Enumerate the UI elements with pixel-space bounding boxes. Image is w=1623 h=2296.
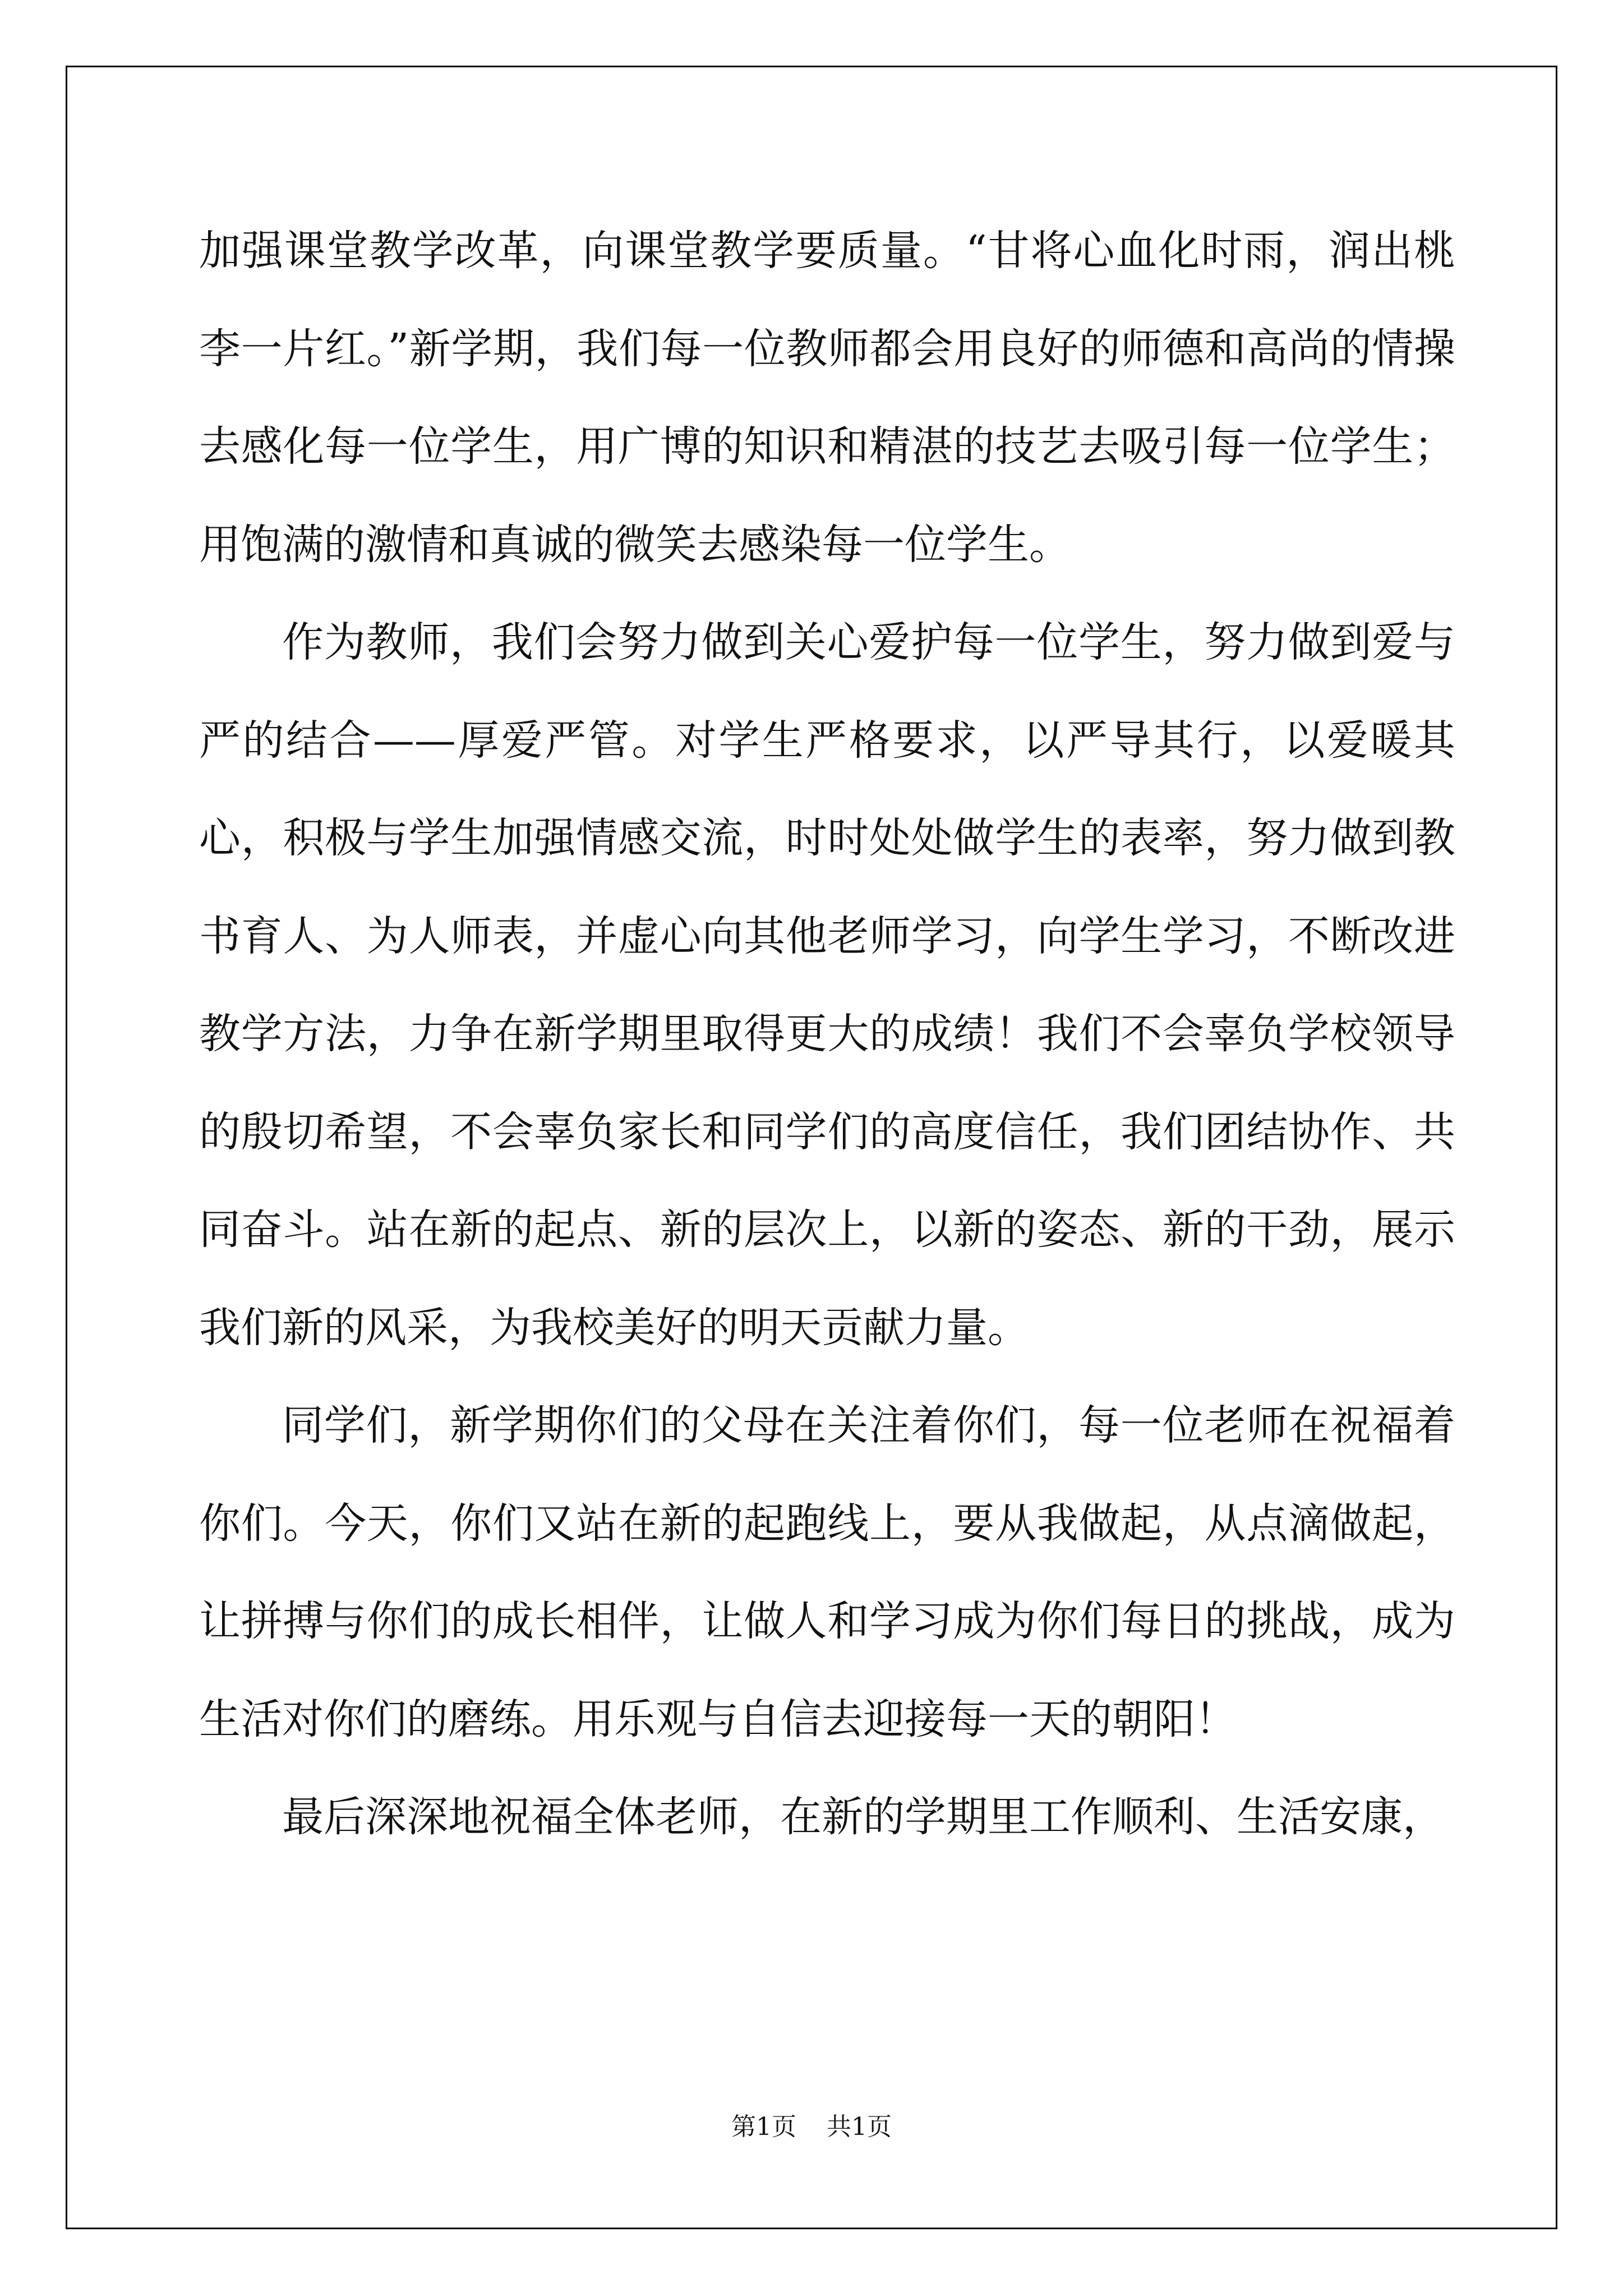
page-number-total: 共1页 — [827, 2113, 892, 2141]
page-number-current: 第1页 — [731, 2113, 796, 2141]
page-footer — [0, 2106, 1623, 2142]
paragraph-2: 作为教师，我们会努力做到关心爱护每一位学生，努力做到爱与严的结合——厚爱严管。对学生严格要求，以严导其行，以爱暖其心，积极与学生加强情感交流，时时处处做学生的表率，努力做到教书育人、为人师表，并虚心向其他老师学习，向学生学习，不断改进教学方法，力争在新学期里取得更大的成绩！我们不会辜负学校领导的殷切希望，不会辜负家长和同学们的高度信任，我们团结协作、共同奋斗。站在新的起点、新的层次上，以新的姿态、新的干劲，展示我们新的风采，为我校美好的明天贡献力量。 — [199, 618, 1455, 1352]
document-body — [199, 202, 1455, 1866]
paragraph-4: 最后深深地祝福全体老师，在新的学期里工作顺利、生活安康， — [282, 1793, 1444, 1841]
paragraph-3: 同学们，新学期你们的父母在关注着你们，每一位老师在祝福着你们。今天，你们又站在新的起跑线上，要从我做起，从点滴做起，让拼搏与你们的成长相伴，让做人和学习成为你们每日的挑战，成为生活对你们的磨练。用乐观与自信去迎接每一天的朝阳！ — [199, 1401, 1455, 1743]
paragraph-1: 加强课堂教学改革，向课堂教学要质量。“甘将心血化时雨，润出桃李一片红。”新学期，我们每一位教师都会用良好的师德和高尚的情操去感化每一位学生，用广博的知识和精湛的技艺去吸引每一位学生；用饱满的激情和真诚的微笑去感染每一位学生。 — [199, 227, 1455, 569]
